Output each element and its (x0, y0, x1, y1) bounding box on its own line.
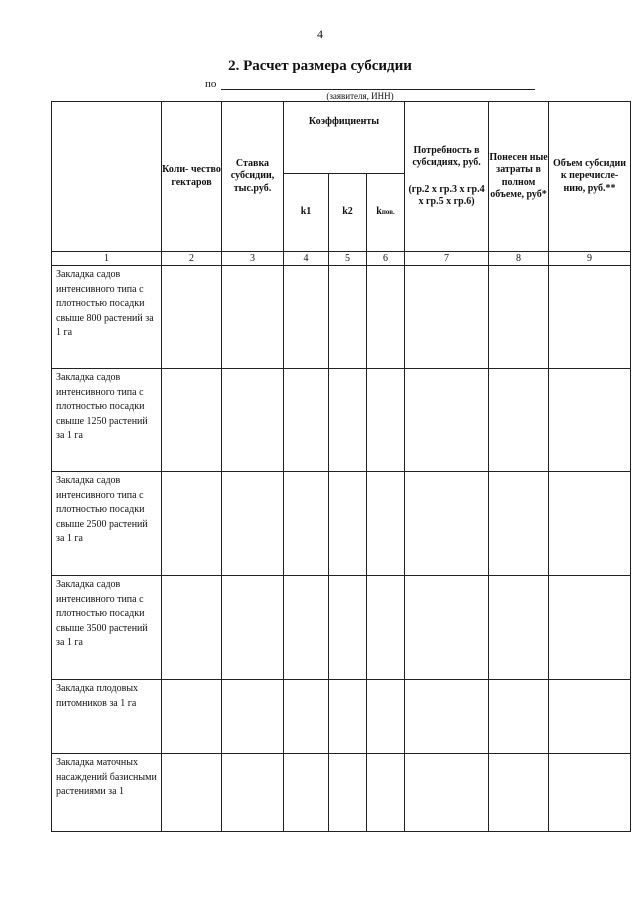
row-label: Закладка садов интенсивного типа с плотностью посадки свыше 2500 растений за 1 га (52, 472, 162, 576)
input-cell[interactable] (284, 754, 329, 832)
header-col1 (52, 102, 162, 252)
table-row (52, 576, 631, 680)
column-number: 8 (489, 252, 549, 266)
header-need (405, 102, 489, 252)
column-number: 5 (329, 252, 367, 266)
input-cell[interactable] (284, 369, 329, 472)
column-number-row (52, 252, 631, 266)
column-number: 9 (549, 252, 631, 266)
input-cell[interactable] (549, 266, 631, 369)
input-cell[interactable] (405, 576, 489, 680)
column-number: 7 (405, 252, 489, 266)
input-cell[interactable] (284, 266, 329, 369)
applicant-prefix: по (205, 78, 217, 90)
input-cell[interactable] (162, 472, 222, 576)
page-number: 4 (317, 27, 323, 41)
table-row (52, 472, 631, 576)
input-cell[interactable] (367, 754, 405, 832)
input-cell[interactable] (329, 680, 367, 754)
table-row (52, 680, 631, 754)
header-kpov-index: пов. (381, 208, 395, 217)
input-cell[interactable] (162, 680, 222, 754)
row-label: Закладка садов интенсивного типа с плотностью посадки свыше 1250 растений за 1 га (52, 369, 162, 472)
header-k2: k2 (329, 174, 367, 252)
table-row (52, 266, 631, 369)
page-title: 2. Расчет размера субсидии (228, 58, 412, 74)
row-label: Закладка садов интенсивного типа с плотностью посадки свыше 3500 растений за 1 га (52, 576, 162, 680)
input-cell[interactable] (329, 576, 367, 680)
input-cell[interactable] (367, 266, 405, 369)
column-number: 1 (52, 252, 162, 266)
applicant-line (205, 78, 535, 92)
input-cell[interactable] (489, 576, 549, 680)
table-row (52, 369, 631, 472)
applicant-underline (221, 89, 535, 90)
input-cell[interactable] (405, 266, 489, 369)
input-cell[interactable] (222, 266, 284, 369)
input-cell[interactable] (367, 576, 405, 680)
header-k1: k1 (284, 174, 329, 252)
input-cell[interactable] (549, 576, 631, 680)
header-coefficients: Коэффициенты (284, 102, 405, 174)
subsidy-table (51, 101, 631, 832)
input-cell[interactable] (284, 680, 329, 754)
input-cell[interactable] (549, 369, 631, 472)
input-cell[interactable] (222, 472, 284, 576)
header-need-title: Потребность в субсидиях, руб. (412, 144, 481, 168)
input-cell[interactable] (367, 680, 405, 754)
column-number: 2 (162, 252, 222, 266)
input-cell[interactable] (489, 754, 549, 832)
input-cell[interactable] (162, 576, 222, 680)
input-cell[interactable] (489, 680, 549, 754)
input-cell[interactable] (405, 472, 489, 576)
header-hectares: Коли- чество гектаров (162, 102, 222, 252)
header-kpov (367, 174, 405, 252)
applicant-caption: (заявителя, ИНН) (326, 91, 394, 101)
input-cell[interactable] (329, 754, 367, 832)
table-row (52, 754, 631, 832)
header-need-formula: (гр.2 х гр.3 х гр.4 х гр.5 х гр.6) (408, 183, 485, 207)
header-costs: Понесен ные затраты в полном объеме, руб* (489, 102, 549, 252)
column-number: 4 (284, 252, 329, 266)
input-cell[interactable] (549, 472, 631, 576)
row-label: Закладка плодовых питомников за 1 га (52, 680, 162, 754)
column-number: 3 (222, 252, 284, 266)
input-cell[interactable] (549, 680, 631, 754)
input-cell[interactable] (284, 576, 329, 680)
input-cell[interactable] (162, 369, 222, 472)
input-cell[interactable] (405, 680, 489, 754)
input-cell[interactable] (489, 472, 549, 576)
input-cell[interactable] (222, 369, 284, 472)
header-volume: Объем субсидии к перечисле- нию, руб.** (549, 102, 631, 252)
input-cell[interactable] (284, 472, 329, 576)
header-kpov-letter: k (376, 206, 382, 218)
input-cell[interactable] (489, 369, 549, 472)
input-cell[interactable] (405, 369, 489, 472)
row-label: Закладка маточных насаждений базисными растениями за 1 (52, 754, 162, 832)
input-cell[interactable] (367, 369, 405, 472)
input-cell[interactable] (549, 754, 631, 832)
input-cell[interactable] (405, 754, 489, 832)
column-number: 6 (367, 252, 405, 266)
input-cell[interactable] (329, 369, 367, 472)
input-cell[interactable] (222, 576, 284, 680)
row-label: Закладка садов интенсивного типа с плотностью посадки свыше 800 растений за 1 га (52, 266, 162, 369)
input-cell[interactable] (162, 266, 222, 369)
input-cell[interactable] (329, 266, 367, 369)
input-cell[interactable] (367, 472, 405, 576)
input-cell[interactable] (222, 680, 284, 754)
input-cell[interactable] (329, 472, 367, 576)
header-rate: Ставка субсидии, тыс.руб. (222, 102, 284, 252)
input-cell[interactable] (222, 754, 284, 832)
input-cell[interactable] (162, 754, 222, 832)
input-cell[interactable] (489, 266, 549, 369)
